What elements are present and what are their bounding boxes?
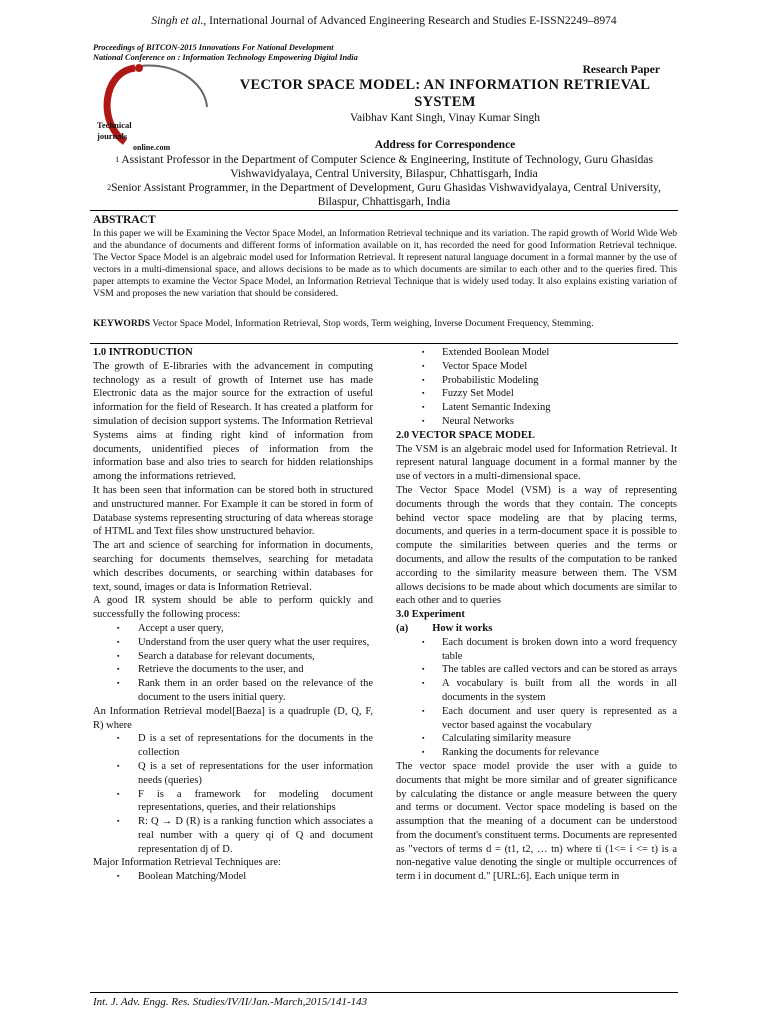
list-item xyxy=(396,374,677,388)
bullet-icon: ▪ xyxy=(422,734,425,743)
bullet-icon: ▪ xyxy=(117,817,120,826)
affiliation-2-text: Senior Assistant Programmer, in the Department of Development, Guru Ghasidas Vishwavidyalaya, Central University, Bilaspur, Chhattisgarh, India xyxy=(111,182,661,208)
list-item xyxy=(396,346,677,360)
list-item xyxy=(93,788,373,816)
list-item xyxy=(396,401,677,415)
bullet-icon: ▪ xyxy=(117,872,120,881)
list-item xyxy=(93,760,373,788)
bullet-icon: ▪ xyxy=(422,416,425,425)
list-item xyxy=(93,732,373,760)
list-item xyxy=(396,415,677,429)
bullet-icon: ▪ xyxy=(117,651,120,660)
list-item-text: Fuzzy Set Model xyxy=(442,388,514,400)
abstract-bottom-rule xyxy=(90,343,678,344)
how-it-works-list xyxy=(396,636,677,760)
keywords-label: KEYWORDS xyxy=(93,318,151,329)
bullet-icon: ▪ xyxy=(422,637,425,646)
bullet-icon: ▪ xyxy=(117,623,120,632)
list-item-text: Neural Networks xyxy=(442,415,515,427)
header-authors: Singh et al. xyxy=(151,15,204,27)
logo-text-line3: online.com xyxy=(133,143,171,152)
how-it-works-title: How it works xyxy=(432,622,493,634)
affiliations xyxy=(90,153,678,209)
list-item-text: Rank them in an order based on the relevance of the document to the users initial query. xyxy=(138,678,373,703)
bullet-icon: ▪ xyxy=(422,706,425,715)
list-item-text: A vocabulary is built from all the words in all documents in the system xyxy=(442,678,677,703)
vsm-paragraph-3: The vector space model provide the user with a guide to documents that might be more similar and of greater significance by calculating the distance or angle measure between the query and terms or document. Vector space modeling is based on the assumption that the meaning of a document can be understood from the document's constituent terms. Documents are represented as "vectors of terms d = (t1, t2, … tn) where ti (1<= i <= t) is a non-negative value denoting the single or multiple occurrences of term i in document d." [URL:6]. Each unique term in xyxy=(396,760,677,883)
proceedings-block xyxy=(93,43,358,63)
how-it-works-heading xyxy=(396,622,677,636)
bullet-icon: ▪ xyxy=(422,389,425,398)
affiliation-1-marker: 1 xyxy=(115,155,120,164)
list-item-text: Latent Semantic Indexing xyxy=(442,402,551,414)
abstract-heading: ABSTRACT xyxy=(93,214,156,226)
vsm-heading: 2.0 VECTOR SPACE MODEL xyxy=(396,429,535,441)
list-item xyxy=(93,663,373,677)
bullet-icon: ▪ xyxy=(117,761,120,770)
intro-paragraph-6: Major Information Retrieval Techniques are: xyxy=(93,857,282,869)
journal-logo xyxy=(95,62,230,154)
model-list xyxy=(93,732,373,856)
affiliation-1-text: Assistant Professor in the Department of Computer Science & Engineering, Institute of Technology, Guru Ghasidas Vishwavidyalaya, Central University, Bilaspur, Chhattisgarh, India xyxy=(119,154,653,180)
list-item-text: Q is a set of representations for the user information needs (queries) xyxy=(138,760,373,786)
proceedings-line-1: Proceedings of BITCON-2015 Innovations For National Development xyxy=(93,43,334,52)
keywords-text: Vector Space Model, Information Retrieval, Stop words, Term weighing, Inverse Document Frequency, Stemming. xyxy=(150,318,594,329)
paper-authors: Vaibhav Kant Singh, Vinay Kumar Singh xyxy=(349,112,541,124)
list-item-text: F is a framework for modeling document representations, queries, and their relationships xyxy=(138,788,373,814)
vsm-paragraph-2: The Vector Space Model (VSM) is a way of representing documents through the words that they contain. The concepts behind vector space modeling are that by placing terms, documents, and queries in a term-document space it is possible to compute the similarities between queries and the terms or documents, and allow the results of the computation to be ranked according to the similarity measure between them. The VSM allows decisions to be made about which documents are similar to each other and to queries xyxy=(396,484,677,607)
list-item xyxy=(396,732,677,746)
list-item-text: Accept a user query, xyxy=(138,622,224,634)
intro-paragraph-4: A good IR system should be able to perform quickly and successfully the following process: xyxy=(93,595,373,621)
right-column xyxy=(396,346,677,884)
list-item-text: Each document and user query is represented as a vector based against the vocabulary xyxy=(442,705,677,731)
intro-paragraph-3: The art and science of searching for information in documents, searching for documents themselves, searching for metadata which describes documents, or searching within databases for text, sound, images or data is Information Retrieval. xyxy=(93,540,373,593)
bullet-icon: ▪ xyxy=(117,637,120,646)
list-item-text: Extended Boolean Model xyxy=(442,347,550,358)
keywords xyxy=(93,318,677,330)
affiliation-2-marker: 2 xyxy=(107,183,112,192)
list-item-text: Vector Space Model xyxy=(442,360,528,372)
address-heading: Address for Correspondence xyxy=(374,139,516,151)
bullet-icon: ▪ xyxy=(422,375,425,384)
header-journal-info: , International Journal of Advanced Engineering Research and Studies E-ISSN2249–8974 xyxy=(203,15,617,27)
intro-paragraph-1: The growth of E-libraries with the advancement in computing technology as a result of growth of Internet use has made Electronic data as the major source for the extraction of useful information for the field of Research. It has created a platform for simulation of decision support systems. The Information Retrieval Systems aims at finding right kind of information from documents, unidentified pieces of information from the information base and also tries to search for hidden relationships among the informations retrieved. xyxy=(93,360,373,483)
bullet-icon: ▪ xyxy=(117,734,120,743)
list-item-text: Understand from the user query what the user requires, xyxy=(138,636,370,648)
list-item xyxy=(396,746,677,760)
list-item xyxy=(93,636,373,650)
list-item-text: Probabilistic Modeling xyxy=(442,374,539,386)
logo-text-line2: journals xyxy=(97,131,128,141)
list-item xyxy=(396,360,677,374)
technique-list-left xyxy=(93,870,373,884)
abstract-text: In this paper we will be Examining the Vector Space Model, an Information Retrieval technique and its variation. The rapid growth of World Wide Web and the abundance of documents and different forms of information available on it, has recorded the need for good Information Retrieval technique. The Vector Space Model is an algebraic model used for Information Retrieval. It represent natural language document in a formal manner by the use of vectors in a multi-dimensional space, and allows decisions to be made as to which documents are similar to each other and to the queries fired. This paper attempts to examine the Vector Space Model, an Information Retrieval Technique that is widely used today. It also explains existing variation of VSM and proposes the new variation that should be considered. xyxy=(93,228,677,300)
page-footer: Int. J. Adv. Engg. Res. Studies/IV/II/Jan.-March,2015/141-143 xyxy=(93,996,368,1008)
paper-title: VECTOR SPACE MODEL: AN INFORMATION RETRIEVAL SYSTEM xyxy=(239,77,651,110)
paper-type-label: Research Paper xyxy=(582,64,660,76)
bullet-icon: ▪ xyxy=(422,361,425,370)
list-item-text: Retrieve the documents to the user, and xyxy=(138,664,304,676)
list-item-text: Ranking the documents for relevance xyxy=(442,747,599,759)
how-it-works-label: (a) xyxy=(396,622,409,634)
logo-text-line1: Technical xyxy=(97,120,132,130)
list-item-text: R: Q → D (R) is a ranking function which associates a real number with a query qi of Q and document representation dj of D. xyxy=(138,816,373,855)
bullet-icon: ▪ xyxy=(422,348,425,356)
process-list xyxy=(93,622,373,705)
list-item-text: Calculating similarity measure xyxy=(442,733,571,745)
experiment-heading: 3.0 Experiment xyxy=(396,609,465,621)
logo-graphic xyxy=(95,62,230,154)
abstract-top-rule xyxy=(90,210,678,211)
list-item xyxy=(93,815,373,856)
bullet-icon: ▪ xyxy=(117,665,120,674)
list-item-text: Each document is broken down into a word frequency table xyxy=(442,636,677,662)
intro-paragraph-5: An Information Retrieval model[Baeza] is a quadruple (D, Q, F, R) where xyxy=(93,705,373,731)
intro-paragraph-2: It has been seen that information can be stored both in structured and unstructured manner. For Example it can be stored in form of Database systems representing structuring of data whereas storage of HTML and Text files show unstructured behavior. xyxy=(93,484,373,538)
affiliation-1 xyxy=(90,153,678,181)
technique-list-right xyxy=(396,346,677,429)
bullet-icon: ▪ xyxy=(117,789,120,798)
list-item xyxy=(93,870,373,884)
list-item-text: D is a set of representations for the documents in the collection xyxy=(138,733,373,759)
bullet-icon: ▪ xyxy=(422,403,425,412)
bullet-icon: ▪ xyxy=(422,665,425,674)
list-item xyxy=(396,636,677,664)
bullet-icon: ▪ xyxy=(422,748,425,757)
running-header xyxy=(0,15,768,27)
footer-rule xyxy=(90,992,678,993)
introduction-heading: 1.0 INTRODUCTION xyxy=(93,347,193,358)
list-item xyxy=(396,387,677,401)
list-item xyxy=(396,677,677,705)
list-item xyxy=(93,622,373,636)
list-item xyxy=(396,663,677,677)
list-item xyxy=(396,705,677,733)
bullet-icon: ▪ xyxy=(422,679,425,688)
list-item xyxy=(93,650,373,664)
vsm-paragraph-1: The VSM is an algebraic model used for Information Retrieval. It represent natural language document in a formal manner by the use of vectors in a multi-dimensional space. xyxy=(396,443,677,483)
left-column xyxy=(93,346,373,884)
list-item-text: Boolean Matching/Model xyxy=(138,871,247,883)
list-item-text: The tables are called vectors and can be stored as arrays xyxy=(442,664,677,676)
list-item xyxy=(93,677,373,705)
proceedings-line-2: National Conference on : Information Technology Empowering Digital India xyxy=(93,53,358,62)
bullet-icon: ▪ xyxy=(117,679,120,688)
list-item-text: Search a database for relevant documents, xyxy=(138,650,315,662)
affiliation-2 xyxy=(90,181,678,209)
